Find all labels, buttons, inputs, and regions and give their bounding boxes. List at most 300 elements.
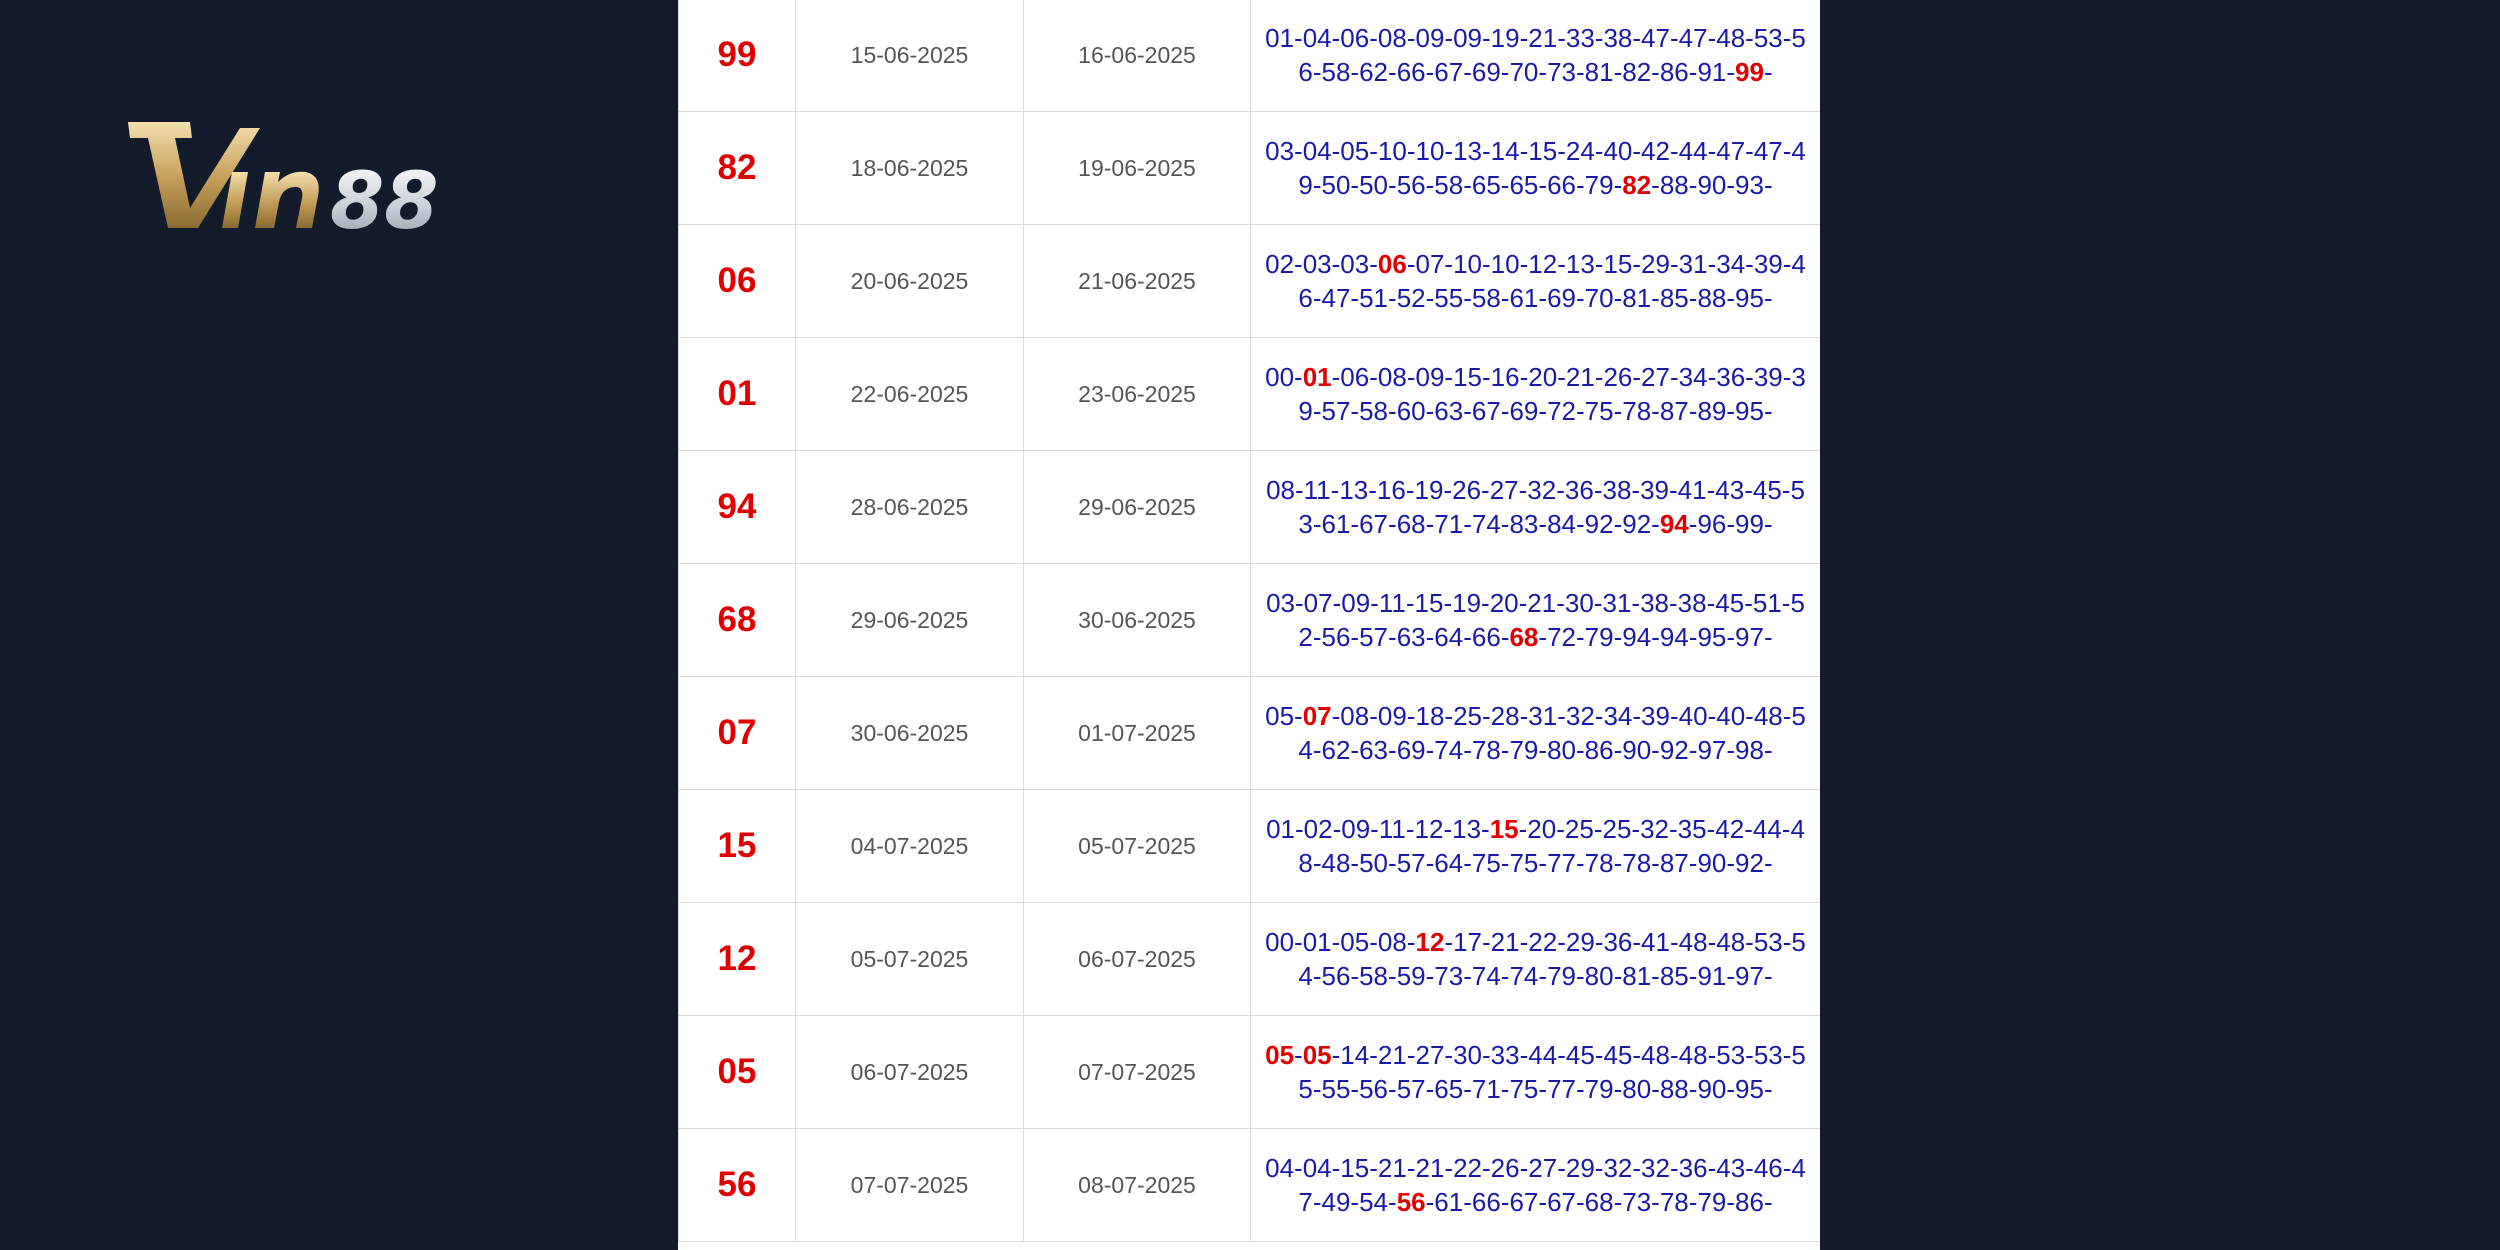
sequence-number: 52 xyxy=(1396,283,1426,313)
sequence-number: 34 xyxy=(1678,362,1708,392)
sequence-number: 44 xyxy=(1528,1040,1558,1070)
sequence-number: 58 xyxy=(1359,396,1389,426)
sequence-number: 96 xyxy=(1697,509,1727,539)
sequence-number: 11 xyxy=(1378,814,1406,844)
sequence-number: 29 xyxy=(1565,927,1595,957)
table-row xyxy=(679,451,1821,564)
sequence-number: 86 xyxy=(1659,57,1689,87)
sequence-number: 05 xyxy=(1265,1040,1295,1070)
sequence-number: 90 xyxy=(1697,1074,1727,1104)
sequence-number: 47 xyxy=(1298,1153,1806,1217)
sequence-number: 09 xyxy=(1341,814,1371,844)
vin88-logo-image xyxy=(120,110,500,240)
sequence-number: 40 xyxy=(1716,701,1746,731)
sequence-number: 39 xyxy=(1641,701,1670,731)
sequence-number: 00 xyxy=(1265,362,1295,392)
sequence-number: 63 xyxy=(1396,622,1426,652)
sequence-number: 02 xyxy=(1303,814,1333,844)
end-date: 05-07-2025 xyxy=(1024,790,1251,903)
sequence-number: 63 xyxy=(1359,735,1389,765)
start-date: 04-07-2025 xyxy=(796,790,1024,903)
sequence-number: 27 xyxy=(1415,1040,1445,1070)
end-date: 06-07-2025 xyxy=(1024,903,1251,1016)
sequence-number: 54 xyxy=(1298,927,1806,991)
sequence-number: 79 xyxy=(1509,735,1539,765)
sequence-number: 00 xyxy=(1265,927,1295,957)
sequence-number: 72 xyxy=(1547,622,1576,652)
sequence-number: 94 xyxy=(1659,509,1689,539)
sequence-number: 74 xyxy=(1509,961,1539,991)
sequence-number: 48 xyxy=(1298,814,1805,878)
sequence-number: 10 xyxy=(1453,249,1482,279)
end-date: 29-06-2025 xyxy=(1024,451,1251,564)
sequence-number: 97 xyxy=(1697,735,1727,765)
sequence-number: 41 xyxy=(1641,927,1670,957)
sequence-number: 57 xyxy=(1321,396,1351,426)
sequence-number: 53 xyxy=(1716,1040,1746,1070)
sequence-number: 58 xyxy=(1471,283,1501,313)
sequence-number: 03 xyxy=(1302,249,1332,279)
sequence-number: 80 xyxy=(1622,1074,1652,1104)
sequence-number: 61 xyxy=(1434,1187,1464,1217)
sequence-number: 68 xyxy=(1584,1187,1614,1217)
sequence-number: 57 xyxy=(1396,1074,1426,1104)
sequence-number: 45 xyxy=(1715,588,1745,618)
sequence-number: 83 xyxy=(1509,509,1539,539)
sequence-number: 51 xyxy=(1359,283,1389,313)
sequence-number: 58 xyxy=(1434,170,1464,200)
sequence-number: 08 xyxy=(1377,362,1407,392)
sequence-number: 81 xyxy=(1584,57,1614,87)
sequence-number: 09 xyxy=(1341,588,1371,618)
sequence-number: 48 xyxy=(1678,927,1708,957)
sequence-number: 56 xyxy=(1359,1074,1389,1104)
sequence-number: 55 xyxy=(1434,283,1464,313)
table-row xyxy=(679,790,1821,903)
sequence-number: 25 xyxy=(1453,701,1482,731)
sequence-number: 38 xyxy=(1640,588,1669,618)
sequence-number: 04 xyxy=(1302,23,1332,53)
sequence-number: 75 xyxy=(1509,1074,1539,1104)
sequence-number: 94 xyxy=(1622,622,1652,652)
sequence-number: 66 xyxy=(1471,1187,1501,1217)
sequence-number: 95 xyxy=(1735,283,1764,313)
sequence-number: 48 xyxy=(1678,1040,1708,1070)
sequence-number: 05 xyxy=(1340,927,1370,957)
sequence-number: 90 xyxy=(1622,735,1652,765)
sequence-number: 68 xyxy=(1509,622,1539,652)
sequence-number: 58 xyxy=(1321,57,1351,87)
results-table-container xyxy=(678,0,1820,1250)
sequence-number: 48 xyxy=(1716,927,1746,957)
sequence-number: 47 xyxy=(1678,23,1708,53)
sequence-number: 31 xyxy=(1602,588,1632,618)
sequence-number: 50 xyxy=(1359,170,1389,200)
sequence-number: 56 xyxy=(1396,1187,1426,1217)
sequence-number: 70 xyxy=(1584,283,1614,313)
sequence-number: 40 xyxy=(1603,136,1633,166)
result-number: 12 xyxy=(679,903,796,1016)
sequence-number: 91 xyxy=(1697,57,1727,87)
sequence-number: 52 xyxy=(1298,588,1805,652)
sequence-number: 38 xyxy=(1603,23,1633,53)
table-row xyxy=(679,1016,1821,1129)
sequence-number: 16 xyxy=(1490,362,1520,392)
sequence-number: 53 xyxy=(1753,1040,1783,1070)
sequence-number: 39 xyxy=(1298,362,1806,426)
sequence-number: 07 xyxy=(1302,701,1332,731)
sequence-number: 82 xyxy=(1622,57,1652,87)
sequence-number: 19 xyxy=(1452,588,1482,618)
sequence-number: 49 xyxy=(1298,136,1806,200)
sequence-number: 24 xyxy=(1565,136,1595,166)
sequence-number: 26 xyxy=(1603,362,1633,392)
sequence-number: 95 xyxy=(1697,622,1727,652)
sequence-number: 21 xyxy=(1528,23,1558,53)
sequence-number: 28 xyxy=(1490,701,1520,731)
sequence-number: 61 xyxy=(1321,509,1351,539)
sequence-number: 78 xyxy=(1659,1187,1689,1217)
sequence-number: 13 xyxy=(1339,475,1369,505)
end-date: 21-06-2025 xyxy=(1024,225,1251,338)
sequence-number: 09 xyxy=(1377,701,1407,731)
sequence-number: 85 xyxy=(1659,961,1689,991)
sequence-number: 02 xyxy=(1265,249,1295,279)
end-date: 23-06-2025 xyxy=(1024,338,1251,451)
sequence-number: 19 xyxy=(1414,475,1444,505)
sequence-number: 50 xyxy=(1321,170,1351,200)
sequence-number: 12 xyxy=(1528,249,1558,279)
sequence-number: 39 xyxy=(1753,362,1783,392)
sequence-number: 65 xyxy=(1471,170,1501,200)
sequence-number: 74 xyxy=(1471,961,1501,991)
sequence-number: 67 xyxy=(1509,1187,1539,1217)
sequence-number: 79 xyxy=(1584,622,1614,652)
sequence-number: 72 xyxy=(1547,396,1576,426)
sequence-number: 13 xyxy=(1452,814,1482,844)
sequence-number: 42 xyxy=(1715,814,1745,844)
sequence-number: 08 xyxy=(1377,927,1407,957)
result-number: 56 xyxy=(679,1129,796,1242)
start-date: 15-06-2025 xyxy=(796,0,1024,112)
sequence-number: 01 xyxy=(1266,814,1295,844)
sequence-number: 36 xyxy=(1603,927,1633,957)
sequence-number: 64 xyxy=(1434,622,1464,652)
sequence-number: 79 xyxy=(1584,170,1614,200)
sequence-number: 57 xyxy=(1396,848,1426,878)
end-date: 01-07-2025 xyxy=(1024,677,1251,790)
sequence-number: 75 xyxy=(1584,396,1614,426)
sequence-number: 47 xyxy=(1641,23,1670,53)
sequence-number: 69 xyxy=(1509,396,1539,426)
result-number: 15 xyxy=(679,790,796,903)
start-date: 29-06-2025 xyxy=(796,564,1024,677)
sequence-number: 81 xyxy=(1622,283,1652,313)
sequence-number: 53 xyxy=(1753,927,1783,957)
number-sequence: 01-02-09-11-12-13-15-20-25-25-32-35-42-44-48-48-50-57-64-75-75-77-78-78-87-90-92- xyxy=(1251,790,1821,903)
sequence-number: 32 xyxy=(1641,1153,1670,1183)
sequence-number: 78 xyxy=(1471,735,1501,765)
table-row xyxy=(679,112,1821,225)
sequence-number: 26 xyxy=(1452,475,1482,505)
start-date: 30-06-2025 xyxy=(796,677,1024,790)
sequence-number: 36 xyxy=(1564,475,1594,505)
sequence-number: 10 xyxy=(1377,136,1407,166)
sequence-number: 77 xyxy=(1547,1074,1576,1104)
sequence-number: 01 xyxy=(1265,23,1295,53)
sequence-number: 30 xyxy=(1453,1040,1482,1070)
sequence-number: 08 xyxy=(1377,23,1407,53)
sequence-number: 54 xyxy=(1359,1187,1389,1217)
sequence-number: 48 xyxy=(1716,23,1746,53)
sequence-number: 97 xyxy=(1735,622,1764,652)
sequence-number: 34 xyxy=(1716,249,1746,279)
table-row xyxy=(679,0,1821,112)
result-number: 07 xyxy=(679,677,796,790)
sequence-number: 90 xyxy=(1697,170,1727,200)
sequence-number: 04 xyxy=(1265,1153,1295,1183)
sequence-number: 56 xyxy=(1396,170,1426,200)
sequence-number: 16 xyxy=(1376,475,1406,505)
sequence-number: 39 xyxy=(1640,475,1669,505)
number-sequence: 03-07-09-11-15-19-20-21-30-31-38-38-45-51-52-56-57-63-64-66-68-72-79-94-94-95-97- xyxy=(1251,564,1821,677)
sequence-number: 06 xyxy=(1377,249,1407,279)
sequence-number: 31 xyxy=(1678,249,1708,279)
sequence-number: 60 xyxy=(1396,396,1426,426)
start-date: 07-07-2025 xyxy=(796,1129,1024,1242)
sequence-number: 22 xyxy=(1528,927,1558,957)
number-sequence: 08-11-13-16-19-26-27-32-36-38-39-41-43-45-53-61-67-68-71-74-83-84-92-92-94-96-99- xyxy=(1251,451,1821,564)
number-sequence: 02-03-03-06-07-10-10-12-13-15-29-31-34-39-46-47-51-52-55-58-61-69-70-81-85-88-95- xyxy=(1251,225,1821,338)
sequence-number: 11 xyxy=(1378,588,1406,618)
sequence-number: 38 xyxy=(1602,475,1632,505)
sequence-number: 94 xyxy=(1659,622,1689,652)
sequence-number: 36 xyxy=(1678,1153,1708,1183)
sequence-number: 20 xyxy=(1489,588,1519,618)
sequence-number: 10 xyxy=(1415,136,1445,166)
end-date: 19-06-2025 xyxy=(1024,112,1251,225)
sequence-number: 10 xyxy=(1490,249,1520,279)
table-row xyxy=(679,225,1821,338)
sequence-number: 73 xyxy=(1622,1187,1652,1217)
sequence-number: 84 xyxy=(1547,509,1576,539)
sequence-number: 88 xyxy=(1659,1074,1689,1104)
number-sequence: 01-04-06-08-09-09-19-21-33-38-47-47-48-53-56-58-62-66-67-69-70-73-81-82-86-91-99- xyxy=(1251,0,1821,112)
sequence-number: 81 xyxy=(1622,961,1652,991)
sequence-number: 25 xyxy=(1602,814,1632,844)
sequence-number: 67 xyxy=(1359,509,1389,539)
number-sequence: 05-07-08-09-18-25-28-31-32-34-39-40-40-48-54-62-63-69-74-78-79-80-86-90-92-97-98- xyxy=(1251,677,1821,790)
table-row xyxy=(679,564,1821,677)
sequence-number: 62 xyxy=(1359,57,1389,87)
sequence-number: 15 xyxy=(1453,362,1482,392)
sequence-number: 71 xyxy=(1434,509,1464,539)
sequence-number: 21 xyxy=(1565,362,1595,392)
sequence-number: 31 xyxy=(1528,701,1558,731)
sequence-number: 67 xyxy=(1471,396,1501,426)
sequence-number: 67 xyxy=(1434,57,1464,87)
sequence-number: 45 xyxy=(1565,1040,1595,1070)
sequence-number: 14 xyxy=(1340,1040,1370,1070)
sequence-number: 69 xyxy=(1547,283,1576,313)
sequence-number: 48 xyxy=(1321,848,1351,878)
sequence-number: 47 xyxy=(1753,136,1783,166)
start-date: 18-06-2025 xyxy=(796,112,1024,225)
sequence-number: 67 xyxy=(1547,1187,1576,1217)
sequence-number: 20 xyxy=(1527,814,1557,844)
sequence-number: 50 xyxy=(1359,848,1389,878)
sequence-number: 79 xyxy=(1547,961,1576,991)
sequence-number: 05 xyxy=(1302,1040,1332,1070)
sequence-number: 78 xyxy=(1584,848,1614,878)
sequence-number: 48 xyxy=(1641,1040,1670,1070)
sequence-number: 51 xyxy=(1752,588,1782,618)
sequence-number: 97 xyxy=(1735,961,1764,991)
sequence-number: 70 xyxy=(1509,57,1539,87)
sequence-number: 73 xyxy=(1547,57,1576,87)
sequence-number: 86 xyxy=(1584,735,1614,765)
start-date: 22-06-2025 xyxy=(796,338,1024,451)
sequence-number: 56 xyxy=(1321,622,1351,652)
sequence-number: 29 xyxy=(1565,1153,1595,1183)
end-date: 07-07-2025 xyxy=(1024,1016,1251,1129)
sequence-number: 66 xyxy=(1471,622,1501,652)
sequence-number: 41 xyxy=(1677,475,1707,505)
sequence-number: 35 xyxy=(1677,814,1707,844)
start-date: 06-07-2025 xyxy=(796,1016,1024,1129)
result-number: 82 xyxy=(679,112,796,225)
vin88-logo xyxy=(120,110,500,240)
sequence-number: 20 xyxy=(1528,362,1558,392)
sequence-number: 21 xyxy=(1527,588,1557,618)
sequence-number: 77 xyxy=(1547,848,1576,878)
sequence-number: 19 xyxy=(1490,23,1520,53)
result-number: 68 xyxy=(679,564,796,677)
sequence-number: 75 xyxy=(1471,848,1501,878)
sequence-number: 09 xyxy=(1415,23,1445,53)
sequence-number: 74 xyxy=(1471,509,1501,539)
sequence-number: 13 xyxy=(1453,136,1482,166)
sequence-number: 63 xyxy=(1434,396,1464,426)
sequence-number: 55 xyxy=(1298,1040,1806,1104)
sequence-number: 32 xyxy=(1603,1153,1633,1183)
sequence-number: 26 xyxy=(1490,1153,1520,1183)
sequence-number: 78 xyxy=(1622,848,1652,878)
sequence-number: 32 xyxy=(1640,814,1669,844)
sequence-number: 65 xyxy=(1434,1074,1464,1104)
sequence-number: 61 xyxy=(1509,283,1539,313)
number-sequence: 03-04-05-10-10-13-14-15-24-40-42-44-47-47-49-50-50-56-58-65-65-66-79-82-88-90-93- xyxy=(1251,112,1821,225)
sequence-number: 65 xyxy=(1509,170,1539,200)
sequence-number: 04 xyxy=(1302,136,1332,166)
sequence-number: 45 xyxy=(1752,475,1782,505)
sequence-number: 21 xyxy=(1377,1153,1407,1183)
sequence-number: 66 xyxy=(1547,170,1576,200)
sequence-number: 32 xyxy=(1527,475,1557,505)
number-sequence: 05-05-14-21-27-30-33-44-45-45-48-48-53-53-55-55-56-57-65-71-75-77-79-80-88-90-95- xyxy=(1251,1016,1821,1129)
sequence-number: 15 xyxy=(1414,588,1444,618)
sequence-number: 05 xyxy=(1265,701,1295,731)
sequence-number: 79 xyxy=(1697,1187,1727,1217)
sequence-number: 27 xyxy=(1528,1153,1558,1183)
sequence-number: 93 xyxy=(1735,170,1764,200)
sequence-number: 18 xyxy=(1415,701,1445,731)
sequence-number: 15 xyxy=(1528,136,1558,166)
sequence-number: 73 xyxy=(1434,961,1464,991)
sequence-number: 69 xyxy=(1471,57,1501,87)
result-number: 05 xyxy=(679,1016,796,1129)
sequence-number: 21 xyxy=(1415,1153,1445,1183)
result-number: 01 xyxy=(679,338,796,451)
sequence-number: 56 xyxy=(1298,23,1806,87)
sequence-number: 47 xyxy=(1716,136,1746,166)
number-sequence: 04-04-15-21-21-22-26-27-29-32-32-36-43-46-47-49-54-56-61-66-67-67-68-73-78-79-86- xyxy=(1251,1129,1821,1242)
sequence-number: 25 xyxy=(1564,814,1594,844)
number-sequence: 00-01-06-08-09-15-16-20-21-26-27-34-36-39-39-57-58-60-63-67-69-72-75-78-87-89-95- xyxy=(1251,338,1821,451)
sequence-number: 68 xyxy=(1396,509,1426,539)
sequence-number: 47 xyxy=(1321,283,1351,313)
sequence-number: 05 xyxy=(1340,136,1370,166)
result-number: 06 xyxy=(679,225,796,338)
sequence-number: 03 xyxy=(1266,588,1295,618)
sequence-number: 07 xyxy=(1303,588,1333,618)
sequence-number: 08 xyxy=(1266,475,1295,505)
sequence-number: 92 xyxy=(1735,848,1764,878)
number-sequence: 00-01-05-08-12-17-21-22-29-36-41-48-48-53-54-56-58-59-73-74-74-79-80-81-85-91-97- xyxy=(1251,903,1821,1016)
end-date: 08-07-2025 xyxy=(1024,1129,1251,1242)
sequence-number: 11 xyxy=(1303,475,1331,505)
sequence-number: 69 xyxy=(1396,735,1426,765)
sequence-number: 78 xyxy=(1622,396,1652,426)
sequence-number: 17 xyxy=(1453,927,1482,957)
sequence-number: 45 xyxy=(1603,1040,1633,1070)
table-row xyxy=(679,903,1821,1016)
sequence-number: 86 xyxy=(1735,1187,1764,1217)
sequence-number: 90 xyxy=(1697,848,1727,878)
sequence-number: 66 xyxy=(1396,57,1426,87)
sequence-number: 07 xyxy=(1415,249,1445,279)
sequence-number: 88 xyxy=(1659,170,1689,200)
sequence-number: 80 xyxy=(1584,961,1614,991)
sequence-number: 79 xyxy=(1584,1074,1614,1104)
sequence-number: 92 xyxy=(1622,509,1652,539)
sequence-number: 95 xyxy=(1735,396,1764,426)
start-date: 20-06-2025 xyxy=(796,225,1024,338)
sequence-number: 88 xyxy=(1697,283,1727,313)
sequence-number: 59 xyxy=(1396,961,1426,991)
sequence-number: 42 xyxy=(1641,136,1670,166)
sequence-number: 91 xyxy=(1697,961,1727,991)
sequence-number: 36 xyxy=(1716,362,1746,392)
sequence-number: 15 xyxy=(1603,249,1633,279)
sequence-number: 32 xyxy=(1565,701,1595,731)
sequence-number: 71 xyxy=(1471,1074,1501,1104)
sequence-number: 27 xyxy=(1641,362,1670,392)
result-number: 99 xyxy=(679,0,796,112)
sequence-number: 29 xyxy=(1641,249,1670,279)
sequence-number: 22 xyxy=(1453,1153,1482,1183)
sequence-number: 46 xyxy=(1298,249,1806,313)
sequence-number: 12 xyxy=(1415,927,1445,957)
start-date: 28-06-2025 xyxy=(796,451,1024,564)
table-row xyxy=(679,677,1821,790)
svg-text:88: 88 xyxy=(330,157,439,240)
sequence-number: 15 xyxy=(1340,1153,1370,1183)
sequence-number: 99 xyxy=(1735,509,1764,539)
sequence-number: 43 xyxy=(1715,475,1745,505)
sequence-number: 53 xyxy=(1753,23,1783,53)
results-table-body xyxy=(679,0,1821,1242)
